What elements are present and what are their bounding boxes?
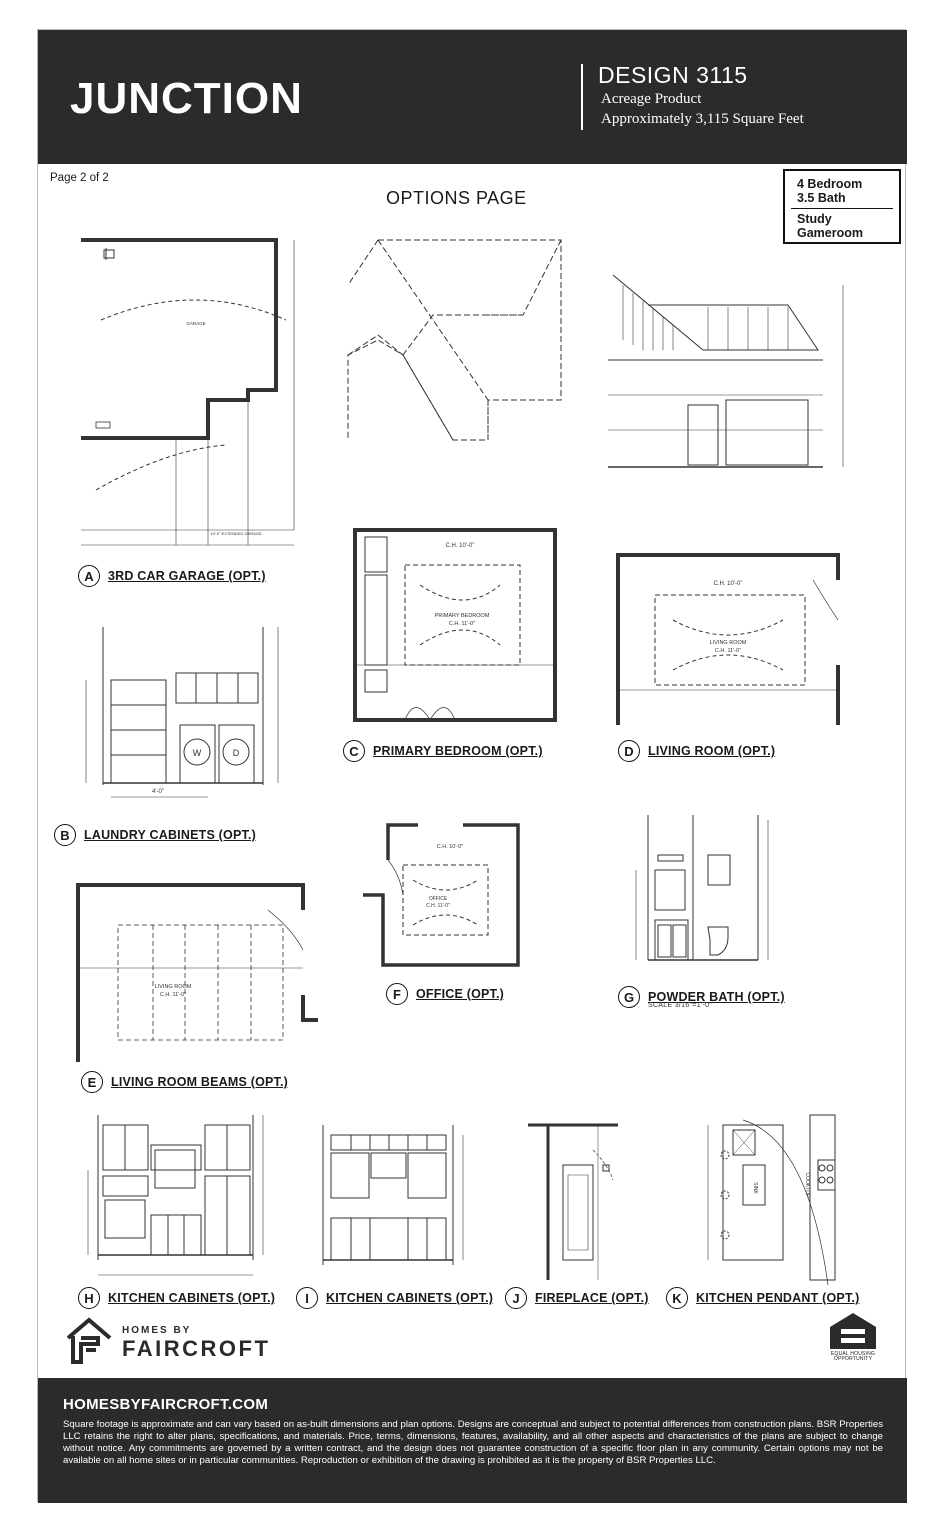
option-b-title: LAUNDRY CABINETS (OPT.) [84, 828, 256, 842]
living-ceiling-inner: C.H. 11'-0" [714, 648, 742, 654]
kitchen-cabinets-h-drawing [83, 1110, 278, 1285]
beams-ceiling: C.H. 11'-0" [159, 992, 187, 998]
option-a-label [78, 565, 266, 587]
equal-housing-line2: OPPORTUNITY [833, 1356, 873, 1362]
spec-gameroom: Gameroom [797, 226, 863, 240]
spec-baths: 3.5 Bath [797, 191, 846, 205]
option-h-label [78, 1287, 275, 1309]
plan-title: JUNCTION [70, 74, 303, 123]
dryer-label: D [232, 748, 240, 758]
powder-bath-elevation-drawing [628, 815, 778, 975]
option-a-letter: A [78, 565, 100, 587]
options-heading: OPTIONS PAGE [386, 188, 527, 208]
equal-housing-logo [826, 1311, 880, 1367]
option-g-letter: G [618, 986, 640, 1008]
living-room-label: LIVING ROOM [709, 640, 747, 646]
legal-disclaimer: Square footage is approximate and can vary based on as-built dimensions and plan options. Designs are conceptual and subject to potential differences from construction plans. BSR Properties LLC retains the right to alter plans, specifications, and materials. Price, terms, dimensions, features, availability, and all other aspects and characteristics of the plans are subject to change without notice. Any commitments are governed by a written contract, and the design does not guarantee construction of a specific floor plan in any community. Certain options may not be available on all home sites or in particular communities. Reproduction or exhibition of the drawing is prohibited as it is the property of BSR Properties LLC. [63, 1419, 883, 1466]
brand-homes-by: HOMES BY [122, 1325, 192, 1336]
equal-housing-line1: EQUAL HOUSING [830, 1351, 876, 1357]
option-f-letter: F [386, 983, 408, 1005]
option-d-label [618, 740, 775, 762]
garage-room-label: GARAGE [186, 321, 206, 326]
option-j-letter: J [505, 1287, 527, 1309]
option-k-letter: K [666, 1287, 688, 1309]
equal-housing-icon [826, 1311, 880, 1351]
header-divider [581, 64, 583, 130]
option-b-letter: B [54, 824, 76, 846]
option-f-label [386, 983, 504, 1005]
garage-elevation-drawing [608, 255, 858, 470]
design-number: DESIGN 3115 [598, 62, 748, 88]
house-logo-icon [64, 1316, 114, 1366]
cooktop-label: COOKTOP [804, 1172, 810, 1198]
faircroft-logo [64, 1316, 271, 1366]
living-room-plan-drawing [613, 550, 843, 730]
beams-room-label: LIVING ROOM [154, 984, 192, 990]
powder-bath-scale: SCALE 3/16"=1'-0" [648, 1002, 713, 1009]
option-d-letter: D [618, 740, 640, 762]
spec-divider [791, 208, 893, 209]
option-i-letter: I [296, 1287, 318, 1309]
option-i-title: KITCHEN CABINETS (OPT.) [326, 1291, 494, 1305]
office-ceiling-outer: C.H. 10'-0" [436, 844, 464, 850]
primary-bedroom-plan-drawing [350, 525, 560, 725]
brand-name: FAIRCROFT [122, 1336, 271, 1361]
option-e-letter: E [81, 1071, 103, 1093]
option-j-title: FIREPLACE (OPT.) [535, 1291, 649, 1305]
option-g-title: POWDER BATH (OPT.) [648, 990, 785, 1004]
bedroom-ceiling-inner: C.H. 11'-0" [448, 621, 476, 627]
square-footage: Approximately 3,115 Square Feet [601, 111, 804, 127]
fireplace-plan-drawing [523, 1120, 623, 1285]
garage-extended-dim: 19'-0" EXTENDED GARAGE [210, 531, 262, 536]
spec-bedrooms: 4 Bedroom [797, 177, 863, 191]
bedroom-room-label: PRIMARY BEDROOM [434, 613, 490, 619]
laundry-width-dim: 4'-0" [152, 789, 164, 795]
spec-study: Study [797, 212, 832, 226]
garage-plan-drawing [76, 230, 306, 550]
option-j-label [505, 1287, 649, 1309]
plan-sheet [37, 29, 906, 1502]
option-b-label [54, 824, 256, 846]
product-type: Acreage Product [601, 91, 702, 107]
option-d-title: LIVING ROOM (OPT.) [648, 744, 776, 758]
option-f-title: OFFICE (OPT.) [416, 987, 505, 1001]
sink-label: SINK [752, 1182, 758, 1194]
equal-housing-text [826, 1352, 880, 1362]
option-c-title: PRIMARY BEDROOM (OPT.) [373, 744, 543, 758]
option-e-label [81, 1071, 288, 1093]
kitchen-pendant-plan-drawing [688, 1110, 848, 1285]
header-banner [38, 30, 907, 164]
footer-banner [38, 1378, 907, 1503]
laundry-elevation-drawing [78, 625, 293, 805]
spec-box [783, 169, 901, 244]
website-link[interactable]: HOMESBYFAIRCROFT.COM [63, 1396, 269, 1413]
bedroom-ceiling-outer: C.H. 10'-0" [445, 543, 475, 549]
option-h-title: KITCHEN CABINETS (OPT.) [108, 1291, 276, 1305]
kitchen-cabinets-i-drawing [313, 1120, 473, 1280]
page-number: Page 2 of 2 [50, 172, 109, 184]
office-ceiling-inner: C.H. 11'-0" [426, 903, 450, 909]
option-h-letter: H [78, 1287, 100, 1309]
option-k-title: KITCHEN PENDANT (OPT.) [696, 1291, 860, 1305]
option-a-title: 3RD CAR GARAGE (OPT.) [108, 569, 266, 583]
option-c-letter: C [343, 740, 365, 762]
option-i-label [296, 1287, 493, 1309]
living-room-beams-drawing [73, 880, 318, 1065]
option-k-label [666, 1287, 859, 1309]
office-plan-drawing [358, 820, 523, 970]
washer-label: W [192, 748, 202, 758]
living-ceiling-outer: C.H. 10'-0" [713, 581, 743, 587]
option-c-label [343, 740, 543, 762]
roof-plan-drawing [343, 225, 573, 455]
office-room-label: OFFICE [428, 896, 448, 902]
option-e-title: LIVING ROOM BEAMS (OPT.) [111, 1075, 289, 1089]
